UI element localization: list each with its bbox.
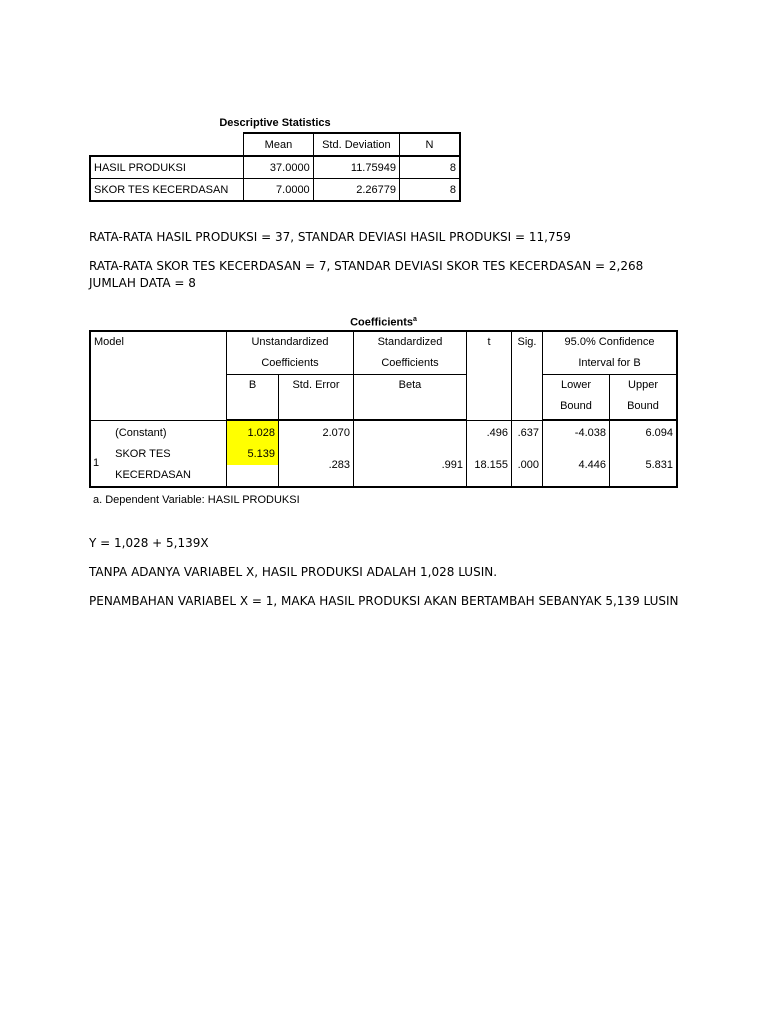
cell-sig: .637: [512, 420, 543, 444]
paragraph-skor-tes: RATA-RATA SKOR TES KECERDASAN = 7, STANDAR DEVIASI SKOR TES KECERDASAN = 2,268: [89, 259, 644, 273]
col-sig: Sig.: [512, 331, 543, 420]
col-unstandardized: Unstandardized: [227, 331, 354, 353]
col-lower-line2: Bound: [560, 400, 592, 412]
col-upper-line1: Upper: [628, 379, 658, 391]
col-lower-line1: Lower: [561, 379, 591, 391]
cell-upper: 6.094: [610, 420, 678, 444]
col-std-error: Std. Error: [279, 375, 354, 421]
cell-upper: 5.831: [610, 444, 678, 487]
regression-equation: Y = 1,028 + 5,139X: [89, 536, 209, 550]
descriptive-title: Descriptive Statistics: [219, 117, 331, 129]
coefficients-table: [89, 330, 678, 488]
table-header-row: [90, 331, 677, 353]
col-upper-line2: Bound: [627, 400, 659, 412]
cell-sig: .000: [512, 444, 543, 487]
model-number-text: 1: [93, 457, 100, 470]
table-header-row: [90, 133, 460, 156]
row-label: HASIL PRODUKSI: [90, 156, 244, 179]
col-std-deviation: Std. Deviation: [313, 133, 399, 156]
blank-cell: [90, 133, 244, 156]
cell-sd: 2.26779: [313, 179, 399, 202]
cell-std-error: 2.070: [279, 420, 354, 444]
coefficients-title-text: Coefficients: [350, 316, 414, 329]
col-standardized: Standardized: [354, 331, 467, 353]
cell-mean: 7.0000: [244, 179, 313, 202]
cell-lower: 4.446: [543, 444, 610, 487]
cell-lower: -4.038: [543, 420, 610, 444]
cell-mean: 37.0000: [244, 156, 313, 179]
col-unstandardized-2: Coefficients: [227, 353, 354, 375]
col-n: N: [399, 133, 460, 156]
col-upper-bound: [610, 375, 678, 421]
cell-b: 1.028: [227, 420, 279, 444]
dependent-variable-note: a. Dependent Variable: HASIL PRODUKSI: [93, 494, 300, 506]
cell-n: 8: [399, 156, 460, 179]
cell-std-error: .283: [279, 444, 354, 487]
paragraph-interpretation-constant: TANPA ADANYA VARIABEL X, HASIL PRODUKSI ADALAH 1,028 LUSIN.: [89, 565, 498, 579]
cell-b-wrap: [227, 444, 279, 487]
cell-t: 18.155: [467, 444, 512, 487]
col-lower-bound: [543, 375, 610, 421]
table-row: [90, 156, 460, 179]
col-confidence: 95.0% Confidence: [543, 331, 678, 353]
paragraph-jumlah-data: JUMLAH DATA = 8: [89, 276, 196, 290]
coefficients-title-sup: a: [413, 316, 417, 323]
col-standardized-2: Coefficients: [354, 353, 467, 375]
col-beta: Beta: [354, 375, 467, 421]
col-t: t: [467, 331, 512, 420]
table-row: [90, 444, 677, 487]
row-label-skor: [101, 444, 226, 487]
row-label-line2: KECERDASAN: [115, 469, 191, 481]
row-label-constant: (Constant): [101, 420, 226, 444]
cell-t: .496: [467, 420, 512, 444]
table-row: [90, 179, 460, 202]
cell-n: 8: [399, 179, 460, 202]
cell-beta: [354, 420, 467, 444]
paragraph-hasil-produksi: RATA-RATA HASIL PRODUKSI = 37, STANDAR DEVIASI HASIL PRODUKSI = 11,759: [89, 230, 571, 244]
cell-b: 5.139: [227, 444, 278, 465]
row-label-line1: SKOR TES: [115, 448, 171, 460]
cell-beta: .991: [354, 444, 467, 487]
col-b: B: [227, 375, 279, 421]
col-confidence-2: Interval for B: [543, 353, 678, 375]
coefficients-title: [89, 316, 678, 329]
paragraph-interpretation-slope: PENAMBAHAN VARIABEL X = 1, MAKA HASIL PRODUKSI AKAN BERTAMBAH SEBANYAK 5,139 LUSIN: [89, 594, 679, 608]
cell-sd: 11.75949: [313, 156, 399, 179]
descriptive-table: [89, 132, 461, 202]
row-label: SKOR TES KECERDASAN: [90, 179, 244, 202]
model-number: [90, 420, 101, 487]
table-row: [90, 420, 677, 444]
col-model: Model: [90, 331, 227, 420]
col-mean: Mean: [244, 133, 313, 156]
